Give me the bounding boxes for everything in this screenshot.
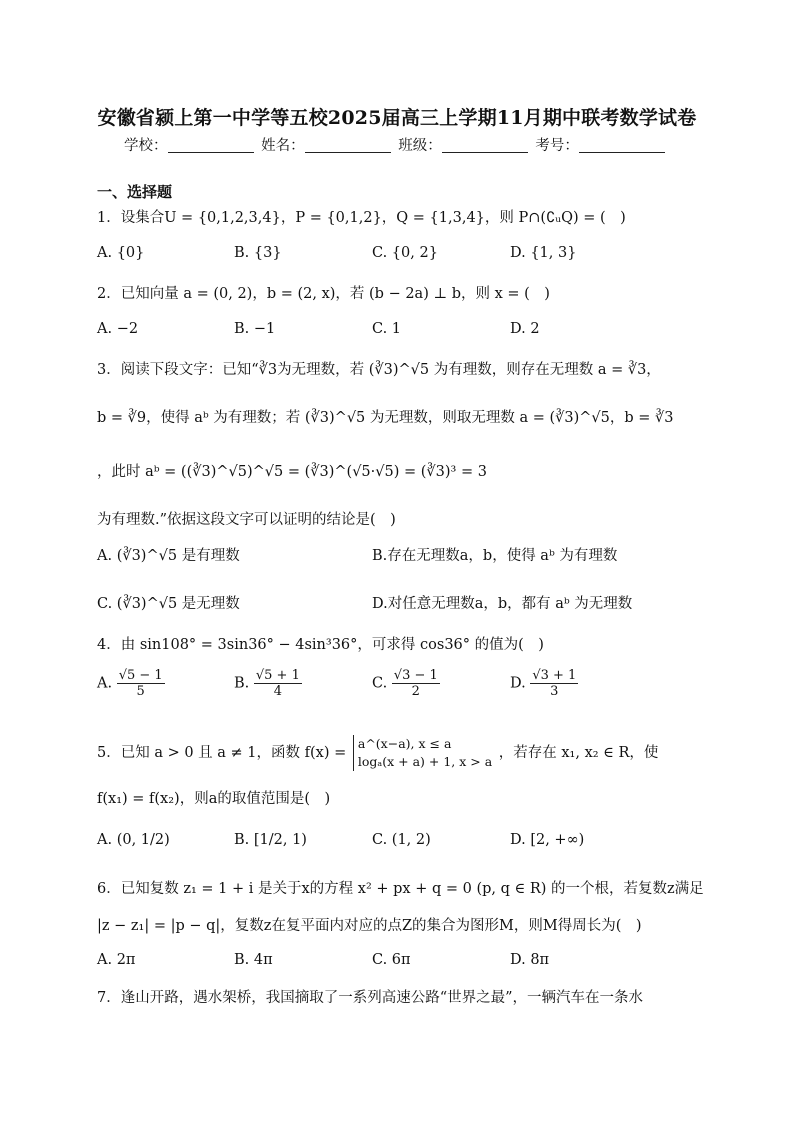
question-2: 2．已知向量 a = (0, 2)，b = (2, x)，若 (b − 2a) ⊥ b，则 x = ( ) xyxy=(97,286,550,302)
q5-suffix: ，若存在 x₁, x₂ ∈ R，使 xyxy=(498,745,659,761)
q5-option-c[interactable]: C. (1, 2) xyxy=(372,832,431,848)
question-3-line-2: b = ∛9，使得 aᵇ 为有理数；若 (∛3)^√5 为无理数，则取无理数 a = (∛3)^√5，b = ∛3 xyxy=(97,410,674,426)
q4-c-numerator: √3 − 1 xyxy=(393,668,438,683)
q2-option-b[interactable]: B. −1 xyxy=(234,321,276,337)
q1-option-a[interactable]: A. {0} xyxy=(97,245,145,261)
q3-option-b[interactable]: B.存在无理数a，b，使得 aᵇ 为有理数 xyxy=(372,548,618,564)
q4-d-label: D. xyxy=(510,675,526,692)
class-blank[interactable] xyxy=(442,138,528,153)
question-3-line-3: ，此时 aᵇ = ((∛3)^√5)^√5 = (∛3)^(√5·√5) = (∛3)³ = 3 xyxy=(97,464,487,480)
q3-option-d[interactable]: D.对任意无理数a，b，都有 aᵇ 为无理数 xyxy=(372,596,633,612)
number-blank[interactable] xyxy=(579,138,665,153)
student-info-line xyxy=(124,134,668,155)
q1-option-b[interactable]: B. {3} xyxy=(234,245,282,261)
q4-c-fraction xyxy=(392,668,440,699)
question-5-line-2: f(x₁) = f(x₂)，则a的取值范围是( ) xyxy=(97,791,331,807)
school-label: 学校： xyxy=(124,138,168,154)
question-3-line-1: 3．阅读下段文字：已知“∛3为无理数，若 (∛3)^√5 为有理数，则存在无理数 a = ∛3， xyxy=(97,362,661,378)
name-label: 姓名： xyxy=(261,138,305,154)
q2-option-c[interactable]: C. 1 xyxy=(372,321,402,337)
q4-a-fraction xyxy=(117,668,165,699)
question-4: 4．由 sin108° = 3sin36° − 4sin³36°，可求得 cos36° 的值为( ) xyxy=(97,637,544,653)
q4-a-label: A. xyxy=(97,675,113,692)
q4-b-fraction xyxy=(254,668,302,699)
q5-option-b[interactable]: B. [1/2, 1) xyxy=(234,832,307,848)
school-blank[interactable] xyxy=(168,138,254,153)
q4-d-denominator: 3 xyxy=(550,684,559,699)
q4-c-label: C. xyxy=(372,675,388,692)
q3-option-a[interactable]: A. (∛3)^√5 是有理数 xyxy=(97,548,240,564)
q2-option-d[interactable]: D. 2 xyxy=(510,321,540,337)
q5-piecewise xyxy=(353,735,492,771)
class-label: 班级： xyxy=(398,138,442,154)
q6-option-c[interactable]: C. 6π xyxy=(372,952,411,968)
page-title: 安徽省颍上第一中学等五校2025届高三上学期11月期中联考数学试卷 xyxy=(97,107,697,129)
q6-option-b[interactable]: B. 4π xyxy=(234,952,273,968)
question-5-line-1 xyxy=(97,735,658,771)
q4-a-denominator: 5 xyxy=(136,684,145,699)
q5-case-2: logₐ(x + a) + 1, x > a xyxy=(357,754,493,769)
q5-prefix: 5．已知 a > 0 且 a ≠ 1，函数 f(x) = xyxy=(97,745,347,761)
q4-option-d[interactable] xyxy=(510,668,578,699)
q4-option-b[interactable] xyxy=(234,668,302,699)
q4-d-numerator: √3 + 1 xyxy=(532,668,577,683)
q5-option-a[interactable]: A. (0, 1/2) xyxy=(97,832,170,848)
question-1: 1．设集合U = {0,1,2,3,4}，P = {0,1,2}，Q = {1,3,4}，则 P∩(∁ᵤQ) = ( ) xyxy=(97,210,626,226)
q5-case-1: a^(x−a), x ≤ a xyxy=(357,736,452,751)
q5-option-d[interactable]: D. [2, +∞) xyxy=(510,832,585,848)
q3-option-c[interactable]: C. (∛3)^√5 是无理数 xyxy=(97,596,240,612)
number-label: 考号： xyxy=(535,138,579,154)
q4-d-fraction xyxy=(530,668,578,699)
q2-option-a[interactable]: A. −2 xyxy=(97,321,139,337)
q4-b-denominator: 4 xyxy=(273,684,282,699)
question-3-line-4: 为有理数.”依据这段文字可以证明的结论是( ) xyxy=(97,512,396,528)
q4-option-c[interactable] xyxy=(372,668,440,699)
q1-option-c[interactable]: C. {0, 2} xyxy=(372,245,438,261)
q1-option-d[interactable]: D. {1, 3} xyxy=(510,245,577,261)
q4-c-denominator: 2 xyxy=(411,684,420,699)
q4-b-numerator: √5 + 1 xyxy=(255,668,300,683)
question-6-line-2: |z − z₁| = |p − q|，复数z在复平面内对应的点Z的集合为图形M，则M得周长为( ) xyxy=(97,918,642,934)
question-7-line-1: 7．逢山开路，遇水架桥，我国摘取了一系列高速公路“世界之最”，一辆汽车在一条水 xyxy=(97,990,644,1006)
q6-option-a[interactable]: A. 2π xyxy=(97,952,136,968)
section-heading: 一、选择题 xyxy=(97,183,173,201)
q4-a-numerator: √5 − 1 xyxy=(118,668,163,683)
q4-option-a[interactable] xyxy=(97,668,165,699)
question-6-line-1: 6．已知复数 z₁ = 1 + i 是关于x的方程 x² + px + q = 0 (p, q ∈ R) 的一个根，若复数z满足 xyxy=(97,881,704,897)
q4-b-label: B. xyxy=(234,675,250,692)
name-blank[interactable] xyxy=(305,138,391,153)
q6-option-d[interactable]: D. 8π xyxy=(510,952,550,968)
